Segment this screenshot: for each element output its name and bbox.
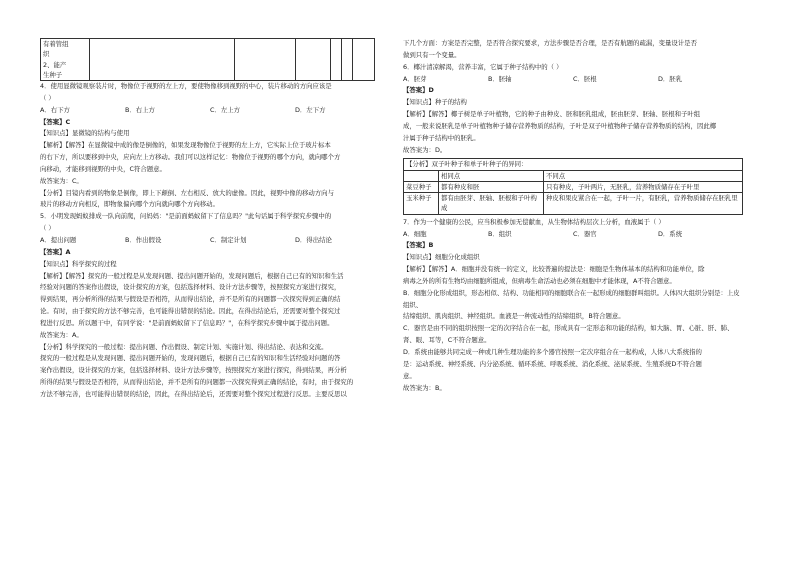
q5-knowledge-point: 【知识点】科学探究的过程 (40, 259, 117, 268)
table-cell-text: 织 (43, 50, 50, 59)
q5-analysis-line: 程进行反思。所以题干中，有同学说："是前面蚂蚁留下了信息吗？"，在科学探究步骤中属于提出问题。 (40, 318, 334, 327)
option-c: C．左上方 (210, 105, 241, 114)
q6-analysis-line: 【解析】【解答】椰子树是单子叶植物，它的种子由种皮、胚和胚乳组成，胚由胚芽、胚轴、胚根和子叶组 (403, 110, 701, 119)
q4-knowledge-point: 【知识点】显微镜的结构与使用 (40, 129, 130, 138)
table-cell: 玉米种子 (404, 193, 439, 215)
q6-answer: 【答案】D (403, 86, 434, 95)
q4-analysis-line: 的右下方，所以要移到中央，应向左上方移动。我们可以这样记忆：物像位于视野的哪个方向，就向哪个方 (40, 153, 341, 162)
option-c: C．制定计划 (210, 235, 247, 244)
q4-paren: （ ） (40, 93, 55, 102)
table-cell-text: 有着管组 (43, 40, 69, 48)
table-header: 相同点 (439, 170, 544, 181)
q7-answer: 【答案】B (403, 241, 434, 250)
q6-options (403, 74, 743, 86)
q5-fenxi-line: 方法不够完善，也可能得出错误的结论，因此，在得出结论后，还需要对整个探究过程进行反思。主要反思以 (40, 389, 347, 398)
table-cell (342, 39, 353, 81)
q5-analysis-line: 论。有时，由于探究的方法不够完善，也可能得出错误的结论。因此，在得出结论后，还需要对整个探究过 (40, 307, 341, 316)
table-cell: 种皮和果皮紧合在一起，子叶一片，有胚乳，营养物质储存在胚乳里 (544, 193, 743, 215)
q5-analysis-line: 【解析】【解答】探究的一般过程是从发现问题、提出问题开始的，发现问题后，根据自己已有的知识和生活 (40, 271, 344, 280)
q5-paren: （ ） (40, 224, 55, 233)
q5-fenxi-line: 案作出假设，设计探究的方案，包括选择材料、设计方法步骤等，按照探究方案进行探究，得到结果，再分析 (40, 366, 347, 375)
seed-comparison-table (403, 158, 743, 214)
option-c: C．器官 (573, 229, 597, 238)
q4-stem: 4．使用显微镜观察装片时，物像位于视野的左上方，要使物像移到视野的中心，装片移动的方向应该是 (40, 82, 332, 90)
table-row (404, 181, 743, 192)
table-cell (353, 39, 375, 81)
table-cell (331, 39, 342, 81)
q5-analysis-line: 经验对问题的答案作出假设，设计探究的方案，包括选择材料、设计方法步骤等，按照探究方案进行探究， (40, 283, 341, 292)
q5-options (40, 235, 380, 247)
option-a: A．右下方 (40, 105, 70, 114)
option-d: D．得出结论 (295, 235, 332, 244)
option-a: A．胚芽 (403, 74, 427, 83)
q5-fenxi-line: 探究的一般过程是从发现问题、提出问题开始的，发现问题后，根据自己已有的知识和生活经验对问题的答 (40, 354, 341, 363)
q7-analysis-line: 是：运动系统、神经系统、内分泌系统、循环系统、呼吸系统、消化系统、泌尿系统、生殖系统D不符合题 (403, 359, 702, 368)
q4-options (40, 105, 380, 117)
table-cell (41, 39, 90, 81)
table-cell (235, 39, 296, 81)
table-cell: 都有由胚芽、胚轴、胚根和子叶构成 (439, 193, 544, 215)
q5-fenxi-line: 【分析】科学探究的一般过程：提出问题、作出假设、制定计划、实施计划、得出结论、表达和交流。 (40, 342, 328, 351)
table-cell-text: 2、能产 (43, 60, 67, 69)
q7-analysis-line: D．系统由能够共同完成一种或几种生理功能的多个器官按照一定次序组合在一起构成，人体八大系统指的 (403, 347, 702, 356)
q7-analysis-line: 意。 (403, 371, 416, 380)
option-d: D．左下方 (295, 105, 326, 114)
option-d: D．系统 (658, 229, 683, 238)
option-d: D．胚乳 (658, 74, 683, 83)
table-cell-text: 生种子 (43, 70, 63, 79)
q7-analysis-line: C．器官是由不同的组织按照一定的次序结合在一起，形成具有一定形态和功能的结构，如大脑、胃、心脏、肝、肺、 (403, 324, 734, 333)
q4-fenxi-line: 玻片的移动方向相反，即物象偏向哪个方向就向哪个方向移动。 (40, 200, 219, 209)
q5-analysis-line: 得到结果，再分析所得的结果与假设是否相符，从而得出结论，并不是所有的问题都一次探究得到正确的结 (40, 295, 341, 304)
q6-knowledge-point: 【知识点】种子的结构 (403, 98, 467, 107)
q7-analysis-line: 【解析】【解答】A．细胞并没有统一的定义，比较普遍的提法是：细胞是生物体基本的结构和功能单位，除 (403, 265, 705, 274)
q7-analysis-line: 故答案为：B。 (403, 383, 446, 392)
continued-table (40, 38, 375, 81)
q7-analysis-line: 结缔组织、肌肉组织、神经组织。血液是一种流动性的结缔组织，B符合题意。 (403, 312, 625, 321)
q7-analysis-line: 病毒之外的所有生物均由细胞所组成，但病毒生命活动也必须在细胞中才能体现，A不符合题意。 (403, 276, 676, 285)
q5-stem: 5．小明发现蚂蚁排成一队向前爬，问妈妈："是前面蚂蚁留下了信息吗？"此句话属于科学探究步骤中的 (40, 212, 332, 221)
table-caption: 【分析】双子叶种子和单子叶种子的异同： (404, 159, 743, 170)
right-column (403, 38, 743, 394)
option-c: C．胚根 (573, 74, 597, 83)
table-cell: 菜豆种子 (404, 181, 439, 192)
table-cell: 只有种皮，子叶两片，无胚乳，营养物质储存在子叶里 (544, 181, 743, 192)
q6-stem: 6．椰汁清凉解渴，营养丰富，它属于种子结构中的（ ） (403, 62, 563, 71)
q7-options (403, 229, 743, 241)
table-header: 不同点 (544, 170, 743, 181)
q6-analysis-line: 故答案为：D。 (403, 145, 447, 154)
continued-text: 下几个方面：方案是否完整，是否符合探究要求，方法步骤是否合理，是否有航题的疏漏，变量设计是否 (403, 39, 697, 47)
option-b: B．胚轴 (488, 74, 512, 83)
option-b: B．作出假设 (125, 235, 162, 244)
left-column (40, 0, 380, 401)
q5-analysis-line: 故答案为：A。 (40, 330, 83, 339)
table-header (404, 170, 439, 181)
table-cell (90, 39, 235, 81)
option-b: B．右上方 (125, 105, 155, 114)
table-cell: 都有种皮和胚 (439, 181, 544, 192)
continued-text: 做到只有一个变量。 (403, 50, 461, 59)
table-row (404, 193, 743, 215)
q7-stem: 7．作为一个健康的公民，应当积极参加无偿献血，从生物体结构层次上分析，血液属于（ ） (403, 217, 665, 226)
q5-answer: 【答案】A (40, 247, 71, 256)
option-b: B．组织 (488, 229, 512, 238)
q6-analysis-line: 成，一般来说胚乳是单子叶植物种子储存营养物质的结构，子叶是双子叶植物种子储存营养物质的结构，因此椰 (403, 121, 717, 130)
q7-analysis-line: B．细胞分化形成组织，形态相似、结构、功能相同的细胞联合在一起形成的细胞群叫组织。人体四大组织分别是：上皮组织、 (403, 288, 740, 309)
q5-fenxi-line: 所得的结果与假设是否相符，从而得出结论，并不是所有的问题都一次探究得到正确的结论，有时，由于探究的 (40, 378, 354, 387)
q4-analysis-line: 【解析】【解答】在显微镜中成的像是倒像的，如果发现物像位于视野的左上方，它实际上位于玻片标本 (40, 141, 331, 150)
q6-analysis-line: 汁属于种子结构中的胚乳。 (403, 133, 480, 142)
option-a: A．细胞 (403, 229, 427, 238)
q4-analysis-line: 故答案为：C。 (40, 176, 83, 185)
table-cell (296, 39, 331, 81)
q4-analysis-line: 向移动，才能移到视野的中央，C符合题意。 (40, 164, 166, 173)
q4-answer: 【答案】C (40, 117, 71, 126)
q7-analysis-line: 肾、眼、耳等，C不符合题意。 (403, 336, 491, 345)
option-a: A．提出问题 (40, 235, 77, 244)
q4-fenxi-line: 【分析】目镜内看到的物象是倒像，即上下颠倒、左右相反、放大的虚像。因此，视野中像的移动方向与 (40, 188, 334, 197)
q7-knowledge-point: 【知识点】细胞分化成组织 (403, 253, 480, 262)
